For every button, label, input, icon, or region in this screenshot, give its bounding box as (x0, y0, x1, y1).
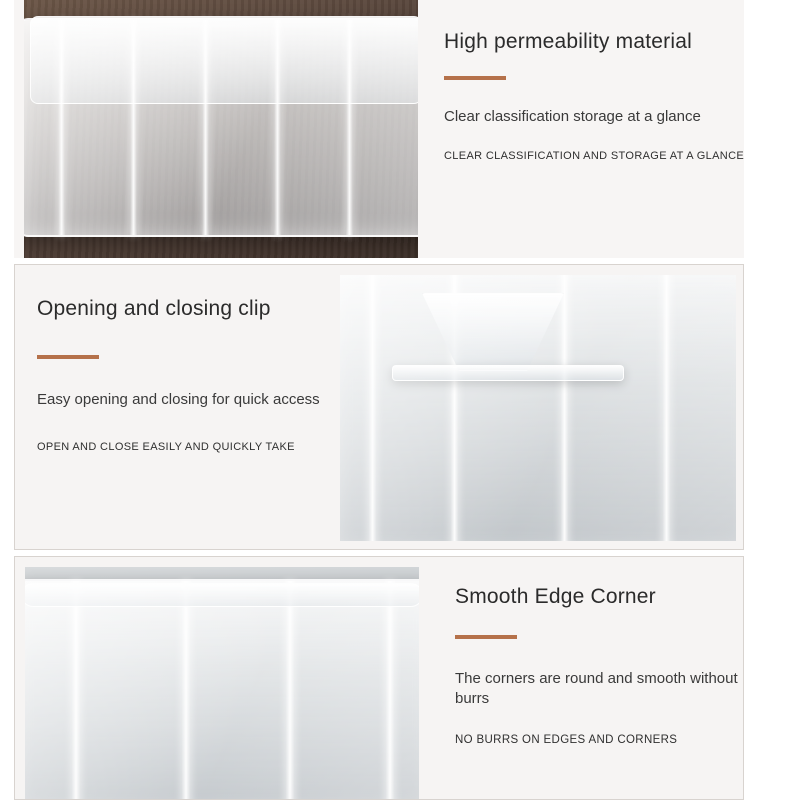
feature-text-high-permeability-material (444, 30, 744, 162)
feature-caption: OPEN AND CLOSE EASILY AND QUICKLY TAKE (37, 440, 295, 453)
box-top-rim (25, 583, 419, 607)
panel-separator (0, 550, 800, 556)
accent-rule (455, 635, 517, 639)
feature-caption: CLEAR CLASSIFICATION AND STORAGE AT A GLANCE (444, 149, 744, 162)
storage-box-corner (25, 579, 419, 800)
box-divider (368, 275, 377, 541)
box-divider (58, 20, 65, 235)
accent-rule (37, 355, 99, 359)
feature-subtitle: The corners are round and smooth without burrs (455, 670, 738, 707)
feature-image-smooth-edge-corner (25, 567, 419, 800)
page-left-margin (0, 0, 14, 800)
feature-panel-smooth-edge-corner (14, 556, 744, 800)
box-divider (71, 581, 81, 800)
accent-rule (444, 76, 506, 80)
clip-bar (392, 365, 624, 381)
feature-image-opening-and-closing-clip (340, 275, 736, 541)
box-divider (130, 20, 137, 235)
box-divider (202, 20, 209, 235)
feature-text-smooth-edge-corner (455, 585, 744, 746)
feature-title: Smooth Edge Corner (455, 585, 656, 608)
feature-text-opening-and-closing-clip (37, 297, 337, 453)
glass-sheen (25, 581, 419, 800)
storage-box-closeup (340, 275, 736, 541)
feature-title: Opening and closing clip (37, 297, 271, 320)
box-divider (346, 20, 353, 235)
box-divider (181, 581, 191, 800)
closing-clip (422, 293, 564, 371)
box-divider (385, 581, 395, 800)
feature-image-high-permeability-material (24, 0, 418, 258)
box-divider (285, 581, 295, 800)
panel-separator (0, 258, 800, 264)
feature-title: High permeability material (444, 30, 692, 53)
feature-caption: NO BURRS ON EDGES AND CORNERS (455, 734, 678, 746)
page-right-margin (744, 0, 800, 800)
feature-subtitle: Clear classification storage at a glance (444, 108, 701, 125)
feature-panel-opening-and-closing-clip (14, 264, 744, 550)
box-divider (560, 275, 569, 541)
box-lid (30, 16, 418, 104)
box-divider (662, 275, 671, 541)
box-divider (274, 20, 281, 235)
feature-subtitle: Easy opening and closing for quick access (37, 391, 320, 408)
feature-panel-high-permeability-material (14, 0, 744, 258)
storage-box (24, 18, 418, 237)
